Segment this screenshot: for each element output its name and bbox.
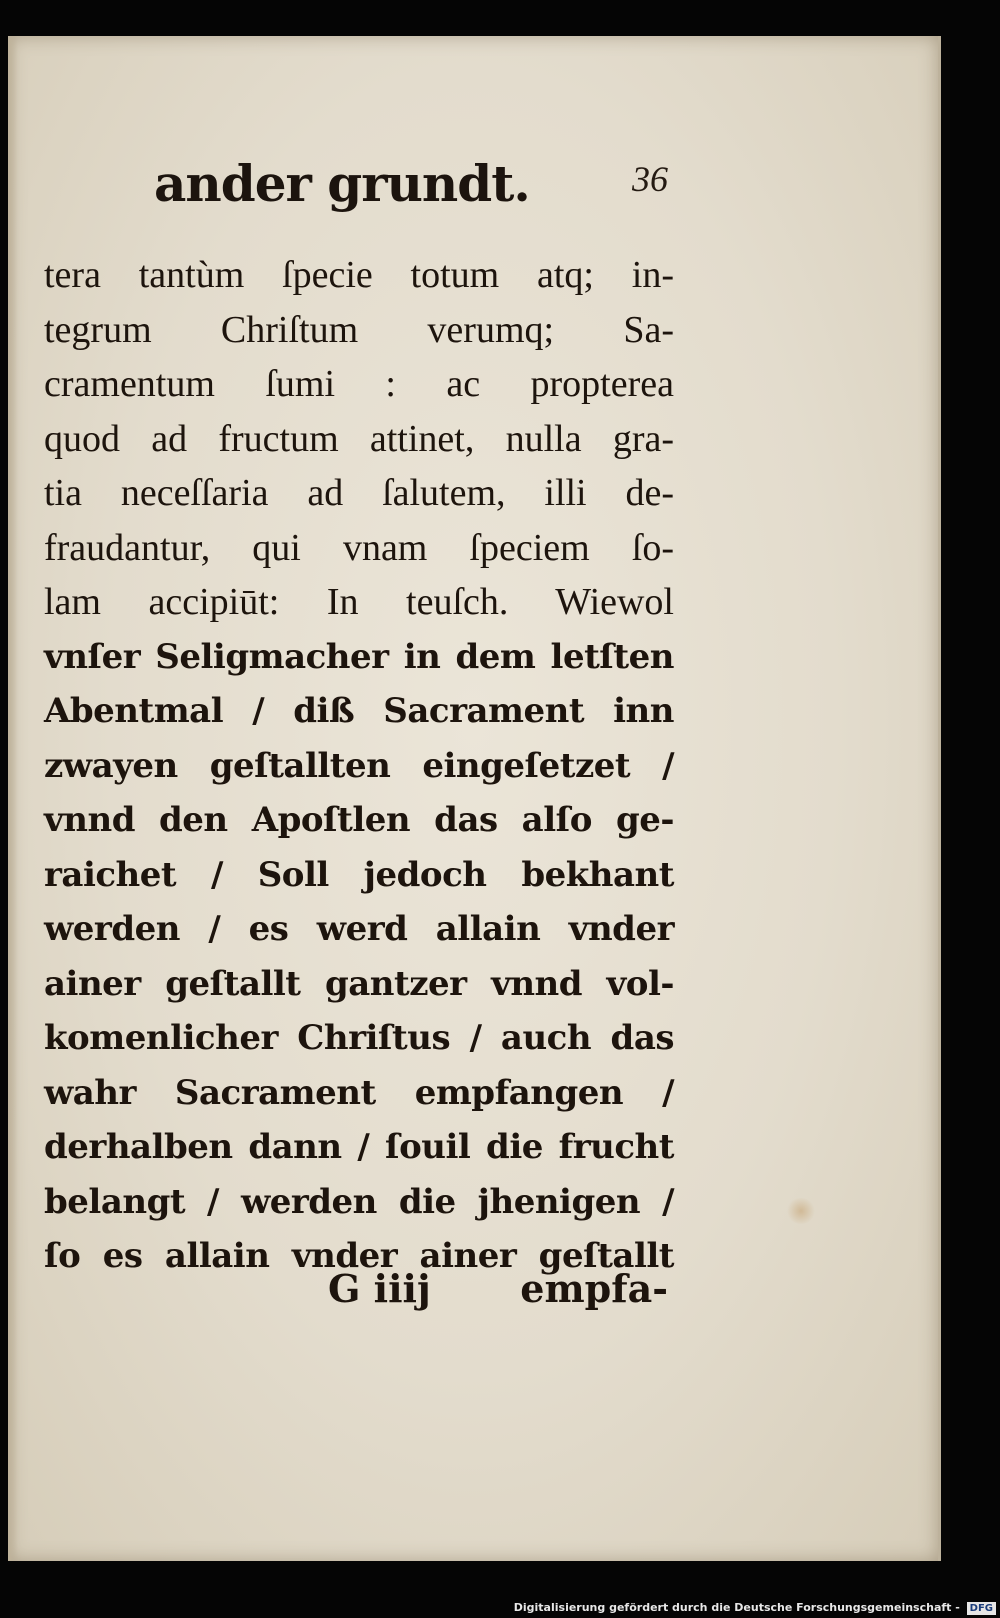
text-line: ainer geſtallt gantzer vnnd vol- bbox=[44, 963, 674, 1004]
text-line: cramentum ſumi : ac propterea bbox=[44, 363, 674, 405]
text-line: quod ad fructum attinet, nulla gra- bbox=[44, 417, 674, 460]
catchword: empfa- bbox=[520, 1266, 668, 1311]
funding-credit bbox=[514, 1600, 996, 1616]
paper-stain bbox=[786, 1198, 816, 1224]
page-number: 36 bbox=[632, 159, 668, 199]
text-line: werden / es werd allain vnder bbox=[44, 909, 674, 949]
signature-mark: G iiij bbox=[328, 1266, 431, 1311]
text-line: tegrum Chriſtum verumq; Sa- bbox=[44, 308, 674, 351]
text-line: tera tantùm ſpecie totum atq; in- bbox=[44, 254, 674, 296]
text-line: belangt / werden die jhenigen / bbox=[44, 1181, 674, 1222]
text-line: ſo es allain vnder ainer geſtallt bbox=[44, 1236, 674, 1276]
dfg-logo: DFG bbox=[967, 1602, 996, 1615]
text-line: wahr Sacrament empfangen / bbox=[44, 1072, 674, 1113]
text-line: lam accipiūt: In teuſch. Wiewol bbox=[44, 581, 674, 623]
page-header bbox=[154, 136, 714, 236]
text-line: zwayen geſtallten eingeſetzet / bbox=[44, 745, 674, 786]
text-line: komenlicher Chriſtus / auch das bbox=[44, 1018, 674, 1058]
running-head: ander grundt. bbox=[154, 154, 530, 213]
text-line: vnſer Seligmacher in dem letſten bbox=[44, 636, 674, 677]
text-line: raichet / Soll jedoch bekhant bbox=[44, 854, 674, 895]
book-page bbox=[8, 36, 941, 1561]
text-line: tia neceſſaria ad ſalutem, illi de- bbox=[44, 472, 674, 514]
page-gutter-shadow bbox=[8, 36, 18, 1561]
text-line: vnnd den Apoſtlen das alſo ge- bbox=[44, 800, 674, 840]
page-foot bbox=[328, 1262, 668, 1322]
credit-text: Digitalisierung gefördert durch die Deutsche Forschungsgemeinschaft - bbox=[513, 1601, 960, 1614]
text-line: derhalben dann / ſouil die frucht bbox=[44, 1127, 674, 1167]
text-block bbox=[44, 248, 674, 1284]
text-line: Abentmal / diß Sacrament inn bbox=[44, 691, 674, 731]
text-line: fraudantur, qui vnam ſpeciem ſo- bbox=[44, 526, 674, 569]
